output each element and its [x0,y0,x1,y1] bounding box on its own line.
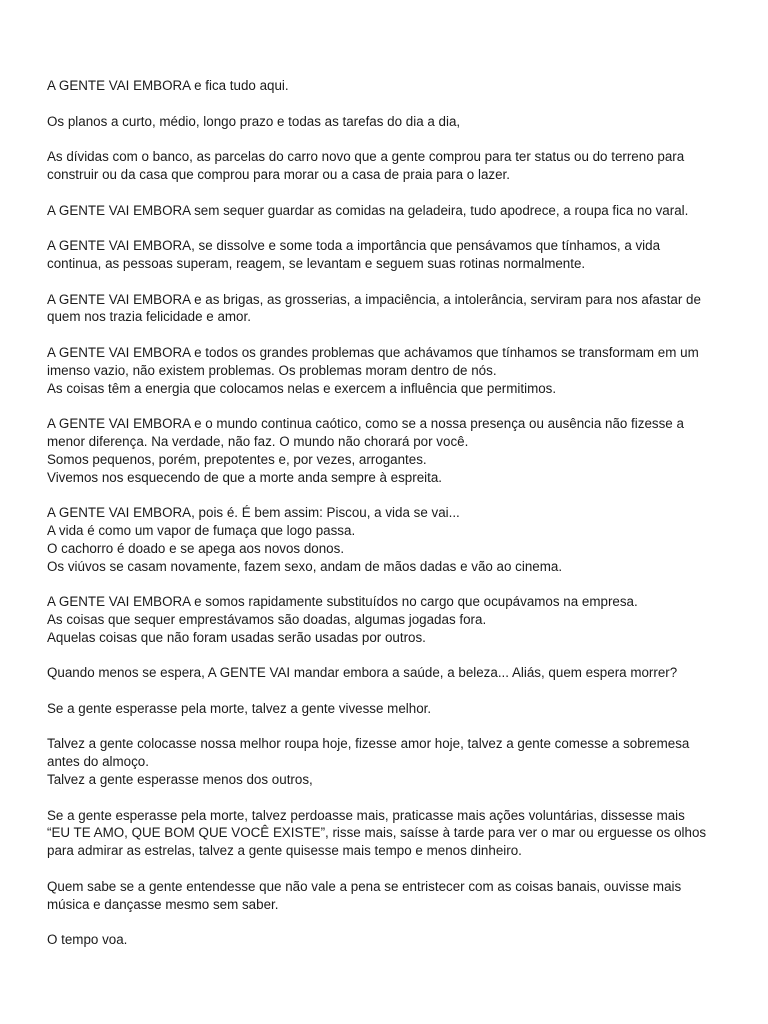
text-line: construir ou da casa que comprou para morar ou a casa de praia para o lazer. [47,166,510,182]
text-line: A vida é como um vapor de fumaça que logo passa. [47,522,356,538]
text-line: A GENTE VAI EMBORA e todos os grandes problemas que achávamos que tínhamos se transformam em um [47,344,699,360]
document-body [47,77,737,949]
text-line: Se a gente esperasse pela morte, talvez a gente vivesse melhor. [47,700,432,716]
paragraph [47,700,737,718]
paragraph [47,931,737,949]
paragraph [47,291,737,327]
text-line: As coisas têm a energia que colocamos nelas e exercem a influência que permitimos. [47,380,557,396]
text-line: A GENTE VAI EMBORA sem sequer guardar as comidas na geladeira, tudo apodrece, a roupa fica no varal. [47,202,689,218]
text-line: antes do almoço. [47,754,149,770]
paragraph [47,593,737,646]
text-line: menor diferença. Na verdade, não faz. O mundo não chorará por você. [47,433,469,449]
text-line: Talvez a gente esperasse menos dos outros, [47,772,313,788]
text-line: A GENTE VAI EMBORA e somos rapidamente substituídos no cargo que ocupávamos na empresa. [47,594,638,610]
document-page [47,77,737,967]
text-line: para admirar as estrelas, talvez a gente quisesse mais tempo e menos dinheiro. [47,843,522,859]
text-line: Os viúvos se casam novamente, fazem sexo, andam de mãos dadas e vão ao cinema. [47,558,563,574]
text-line: As coisas que sequer emprestávamos são doadas, algumas jogadas fora. [47,611,487,627]
text-line: Se a gente esperasse pela morte, talvez perdoasse mais, praticasse mais ações voluntárias, dissesse mais [47,807,685,823]
text-line: As dívidas com o banco, as parcelas do carro novo que a gente comprou para ter status ou do terreno para [47,149,685,165]
text-line: Aquelas coisas que não foram usadas serão usadas por outros. [47,629,426,645]
paragraph [47,77,737,95]
text-line: quem nos trazia felicidade e amor. [47,309,251,325]
text-line: Quem sabe se a gente entendesse que não vale a pena se entristecer com as coisas banais, ouvisse mais [47,878,682,894]
text-line: “EU TE AMO, QUE BOM QUE VOCÊ EXISTE”, risse mais, saísse à tarde para ver o mar ou erguesse os olhos [47,825,707,841]
text-line: A GENTE VAI EMBORA e fica tudo aqui. [47,78,289,93]
paragraph [47,113,737,131]
text-line: Vivemos nos esquecendo de que a morte anda sempre à espreita. [47,469,443,485]
text-line: O tempo voa. [47,932,128,948]
text-line: A GENTE VAI EMBORA e as brigas, as grosserias, a impaciência, a intolerância, serviram para nos afastar de [47,291,701,307]
text-line: música e dançasse mesmo sem saber. [47,896,279,912]
paragraph [47,878,737,914]
text-line: A GENTE VAI EMBORA e o mundo continua caótico, como se a nossa presença ou ausência não fizesse a [47,416,684,432]
text-line: Somos pequenos, porém, prepotentes e, por vezes, arrogantes. [47,451,427,467]
text-line: A GENTE VAI EMBORA, se dissolve e some toda a importância que pensávamos que tínhamos, a vida [47,238,661,254]
paragraph [47,504,737,575]
text-line: O cachorro é doado e se apega aos novos donos. [47,540,345,556]
paragraph [47,735,737,788]
paragraph [47,148,737,184]
paragraph [47,415,737,486]
paragraph [47,237,737,273]
paragraph [47,664,737,682]
paragraph [47,344,737,397]
paragraph [47,202,737,220]
text-line: imenso vazio, não existem problemas. Os problemas moram dentro de nós. [47,362,497,378]
text-line: continua, as pessoas superam, reagem, se levantam e seguem suas rotinas normalmente. [47,255,586,271]
paragraph [47,807,737,860]
text-line: Os planos a curto, médio, longo prazo e todas as tarefas do dia a dia, [47,113,461,129]
text-line: A GENTE VAI EMBORA, pois é. É bem assim: Piscou, a vida se vai... [47,505,460,521]
text-line: Quando menos se espera, A GENTE VAI mandar embora a saúde, a beleza... Aliás, quem espera morrer? [47,665,678,681]
text-line: Talvez a gente colocasse nossa melhor roupa hoje, fizesse amor hoje, talvez a gente comesse a sobremesa [47,736,690,752]
